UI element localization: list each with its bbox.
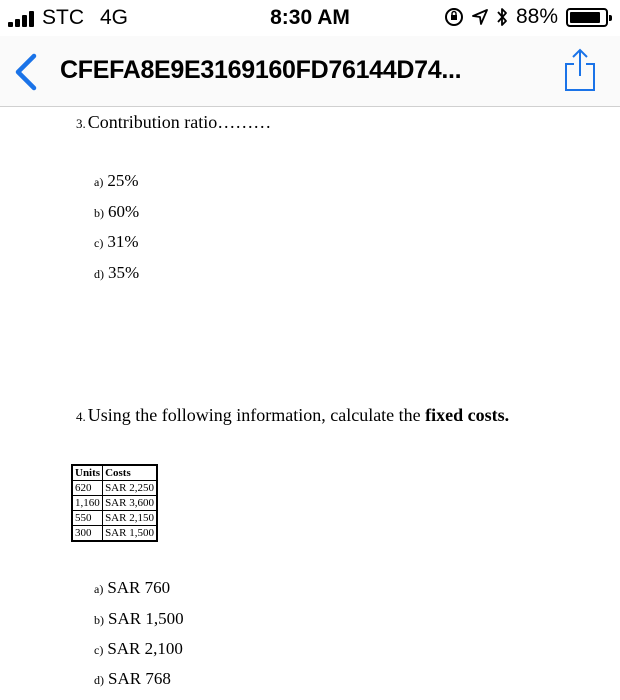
bluetooth-icon xyxy=(496,7,508,27)
table-cell: SAR 3,600 xyxy=(103,496,157,511)
table-header: Costs xyxy=(103,465,157,481)
option-text: SAR 768 xyxy=(108,669,171,688)
option-text: 25% xyxy=(107,171,139,190)
table-header: Units xyxy=(72,465,103,481)
q4-option-a xyxy=(94,578,170,598)
table-row xyxy=(72,481,157,496)
q3-option-a xyxy=(94,171,139,191)
option-letter: d) xyxy=(94,267,104,281)
q4-option-d xyxy=(94,669,171,689)
question-number: 3. xyxy=(76,116,86,131)
option-letter: a) xyxy=(94,175,104,189)
table-cell: SAR 2,250 xyxy=(103,481,157,496)
option-letter: c) xyxy=(94,643,104,657)
status-bar xyxy=(0,0,620,36)
option-letter: d) xyxy=(94,673,104,687)
q4-option-c xyxy=(94,639,183,659)
back-button[interactable] xyxy=(10,52,44,92)
carrier-name: STC xyxy=(42,6,84,29)
question-text: Contribution ratio……… xyxy=(87,112,272,132)
q3-option-b xyxy=(94,202,139,222)
question-3 xyxy=(76,112,271,133)
units-costs-table xyxy=(71,464,158,542)
table-cell: 550 xyxy=(72,511,103,526)
option-letter: b) xyxy=(94,613,104,627)
document-view xyxy=(0,107,620,700)
option-text: SAR 760 xyxy=(107,578,171,597)
question-number: 4. xyxy=(76,409,86,424)
orientation-lock-icon xyxy=(444,7,464,27)
network-type: 4G xyxy=(100,6,129,29)
option-text: SAR 2,100 xyxy=(107,639,183,658)
table-cell: SAR 1,500 xyxy=(103,526,157,542)
document-title: CFEFA8E9E3169160FD76144D74... xyxy=(60,56,462,84)
table-cell: 1,160 xyxy=(72,496,103,511)
option-text: 35% xyxy=(108,263,140,282)
table-row xyxy=(72,511,157,526)
table-cell: 300 xyxy=(72,526,103,542)
status-icons xyxy=(444,5,608,29)
table-cell: SAR 2,150 xyxy=(103,511,157,526)
table-row xyxy=(72,526,157,542)
share-button[interactable] xyxy=(562,48,598,92)
battery-percent: 88% xyxy=(515,5,558,28)
q4-option-b xyxy=(94,609,184,629)
option-letter: b) xyxy=(94,206,104,220)
share-icon xyxy=(562,48,598,92)
option-letter: c) xyxy=(94,236,104,250)
option-text: 31% xyxy=(107,232,139,251)
chevron-left-icon xyxy=(10,52,44,92)
option-text: SAR 1,500 xyxy=(108,609,184,628)
question-text-bold: fixed costs. xyxy=(425,405,510,425)
option-text: 60% xyxy=(108,202,140,221)
table-cell: 620 xyxy=(72,481,103,496)
q3-option-d xyxy=(94,263,139,283)
question-4 xyxy=(76,405,509,426)
table-header-row xyxy=(72,465,157,481)
navigation-bar xyxy=(0,36,620,107)
q3-option-c xyxy=(94,232,139,252)
battery-icon xyxy=(566,8,608,27)
status-time: 8:30 AM xyxy=(270,6,350,29)
option-letter: a) xyxy=(94,582,104,596)
question-text: Using the following information, calculate the xyxy=(87,405,426,425)
location-icon xyxy=(472,9,488,25)
table-row xyxy=(72,496,157,511)
